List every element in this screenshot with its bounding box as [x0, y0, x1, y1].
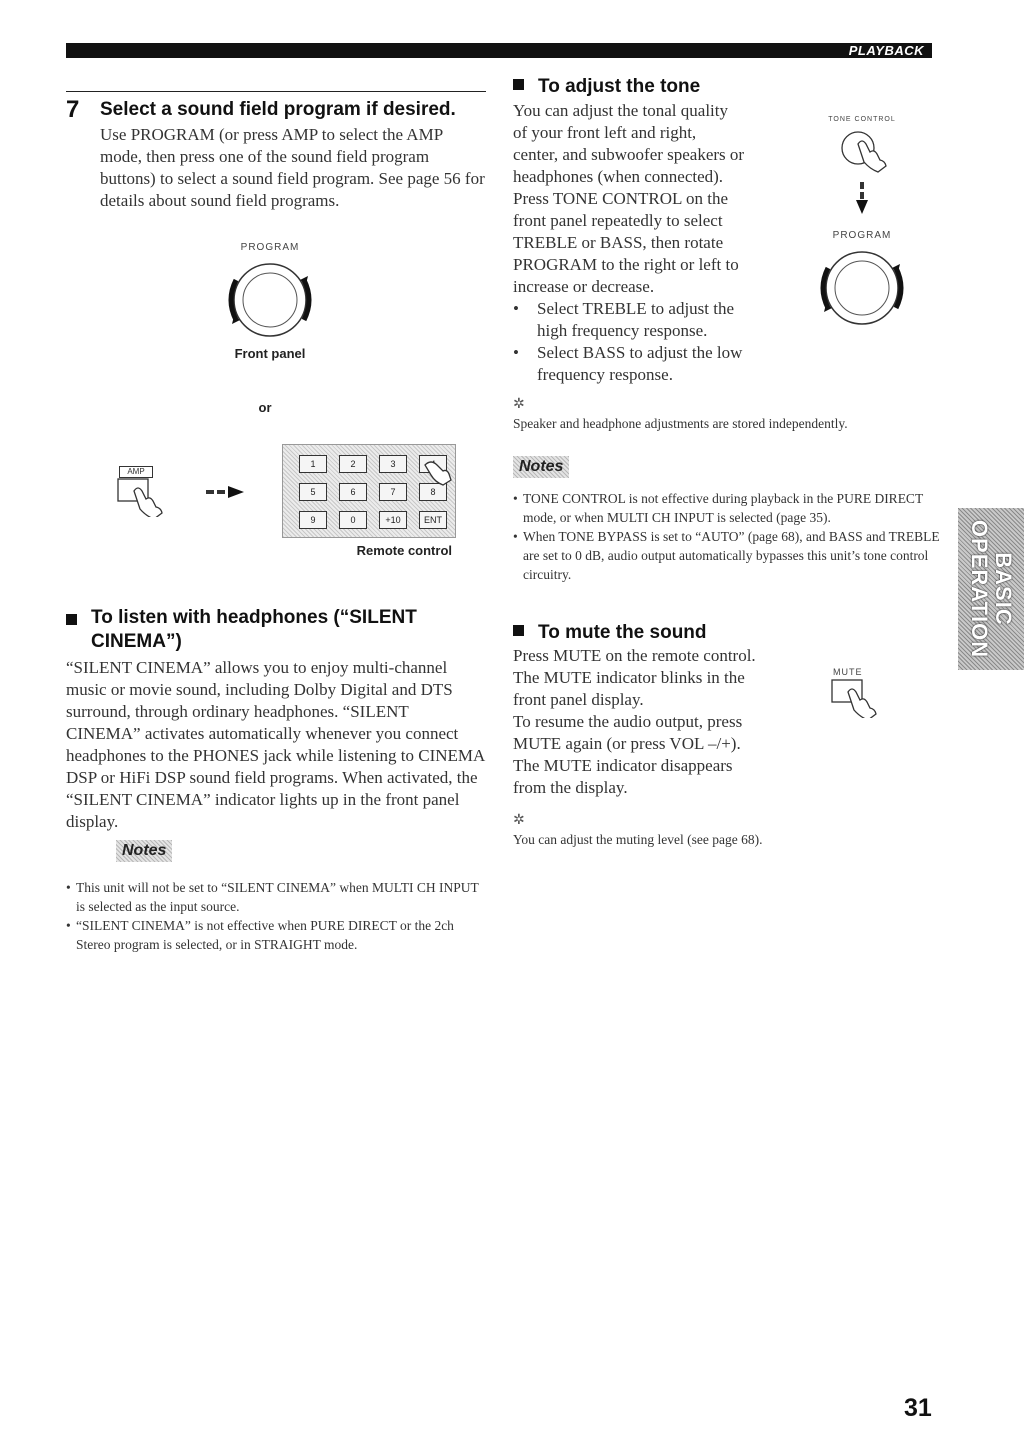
side-tab-line1: BASIC [991, 552, 1016, 626]
bullet-icon: • [66, 918, 71, 933]
hand-icon [423, 457, 453, 487]
headphones-heading [66, 606, 486, 654]
step7-heading: Select a sound field program if desired. [100, 99, 456, 120]
remote-row-3 [299, 511, 447, 529]
note-text: This unit will not be set to “SILENT CINEMA” when MULTI CH INPUT is selected as the input source. [76, 880, 479, 914]
remote-button: 6 [339, 483, 367, 501]
headphones-body [66, 657, 486, 833]
remote-button: 0 [339, 511, 367, 529]
tone-line: front panel repeatedly to select [513, 211, 723, 230]
remote-control-caption: Remote control [356, 543, 452, 558]
tone-line: PROGRAM to the right or left to [513, 255, 739, 274]
mute-line: To resume the audio output, press [513, 712, 743, 731]
tone-line: center, and subwoofer speakers or [513, 145, 745, 164]
tip-icon: ✲ [513, 813, 525, 828]
tone-tip: Speaker and headphone adjustments are stored independently. [513, 416, 848, 431]
tone-line: headphones (when connected). [513, 167, 724, 186]
mute-tip: You can adjust the muting level (see page 68). [513, 832, 763, 847]
mute-heading-text: To mute the sound [538, 622, 707, 643]
tone-bullet-text: Select TREBLE to adjust the high frequency response. [537, 299, 735, 340]
remote-button: 2 [339, 455, 367, 473]
mute-line: MUTE again (or press VOL –/+). [513, 734, 741, 753]
notes-badge: Notes [513, 456, 569, 478]
or-text: or [258, 400, 272, 415]
section-label: PLAYBACK [839, 43, 932, 58]
section-bullet-icon [66, 614, 77, 625]
bullet-icon: • [513, 343, 519, 362]
remote-button: 7 [379, 483, 407, 501]
note-item [513, 527, 943, 584]
notes-badge: Notes [116, 840, 172, 862]
step7-paragraph: Use PROGRAM (or press AMP to select the AMP mode, then press one of the sound field program buttons) to select a sound field program. See page 56 for details about sound field programs. [100, 125, 485, 210]
tone-line: of your front left and right, [513, 123, 697, 142]
remote-button: +10 [379, 511, 407, 529]
note-text: TONE CONTROL is not effective during playback in the PURE DIRECT mode, or when MULTI CH INPUT is selected (page 35). [523, 491, 923, 525]
program-knob-illustration [814, 246, 910, 330]
remote-button: 8 [419, 483, 447, 501]
tone-line: Press TONE CONTROL on the [513, 189, 729, 208]
bullet-icon: • [513, 529, 518, 544]
arrow-right-icon [206, 484, 246, 500]
remote-keypad-illustration [282, 444, 456, 538]
step7-body [100, 124, 485, 212]
tone-bullet [513, 342, 763, 386]
tone-line: increase or decrease. [513, 277, 655, 296]
amp-button-illustration [116, 463, 174, 517]
hand-icon [116, 477, 174, 517]
arrow-down-icon [854, 182, 870, 216]
tone-bullet-text: Select BASS to adjust the low frequency response. [537, 343, 743, 384]
tone-control-label: TONE CONTROL [828, 116, 896, 123]
mute-line: front panel display. [513, 690, 644, 709]
amp-label: AMP [119, 466, 153, 478]
front-panel-caption: Front panel [234, 346, 306, 361]
page-number: 31 [904, 1394, 932, 1422]
tone-line: TREBLE or BASS, then rotate [513, 233, 724, 252]
section-bullet-icon [513, 625, 524, 636]
mute-body [513, 645, 803, 799]
note-item [513, 489, 943, 527]
bullet-icon: • [66, 880, 71, 895]
mute-line: The MUTE indicator disappears [513, 756, 733, 775]
tone-body [513, 100, 783, 386]
header-bar [66, 43, 932, 58]
side-tab-text [958, 508, 1024, 670]
remote-button: 3 [379, 455, 407, 473]
side-tab-basic-operation [958, 508, 1024, 670]
remote-button: 9 [299, 511, 327, 529]
program-label: PROGRAM [832, 230, 892, 241]
remote-button: 1 [299, 455, 327, 473]
program-knob-illustration [222, 258, 318, 342]
headphones-paragraph: “SILENT CINEMA” allows you to enjoy multi-channel music or movie sound, including Dolby Digital and DTS surround, through ordinary headphones. “SILENT CINEMA” activates automatically whenever you connect headphones to the PHONES jack while listening to CINEMA DSP or HiFi DSP sound field programs. When activated, the “SILENT CINEMA” indicator lights up in the front panel display. [66, 658, 485, 831]
mute-line: The MUTE indicator blinks in the [513, 668, 745, 687]
program-label: PROGRAM [240, 242, 300, 253]
step-number: 7 [66, 96, 80, 123]
mute-line: from the display. [513, 778, 628, 797]
side-tab-line2: OPERATION [967, 519, 992, 659]
mute-heading [513, 622, 707, 644]
remote-button: ENT [419, 511, 447, 529]
note-item [66, 916, 486, 954]
tone-bullet [513, 298, 763, 342]
mute-line: Press MUTE on the remote control. [513, 646, 756, 665]
remote-button: 5 [299, 483, 327, 501]
tone-heading [513, 76, 700, 98]
bullet-icon: • [513, 299, 519, 318]
mute-label: MUTE [833, 667, 863, 677]
tone-line: You can adjust the tonal quality [513, 101, 728, 120]
tone-heading-text: To adjust the tone [538, 76, 701, 97]
headphones-heading-text: To listen with headphones (“SILENT CINEMA”) [91, 607, 417, 652]
section-bullet-icon [513, 79, 524, 90]
headphones-notes [66, 878, 486, 954]
bullet-icon: • [513, 491, 518, 506]
tone-notes [513, 489, 943, 584]
step7-rule [66, 91, 486, 92]
note-text: When TONE BYPASS is set to “AUTO” (page 68), and BASS and TREBLE are set to 0 dB, audio output automatically bypasses this unit’s tone control circuitry. [523, 529, 940, 582]
tone-control-button-illustration [836, 126, 892, 174]
mute-button-illustration [830, 678, 888, 718]
note-item [66, 878, 486, 916]
tip-icon: ✲ [513, 397, 525, 412]
note-text: “SILENT CINEMA” is not effective when PURE DIRECT or the 2ch Stereo program is selected, or in STRAIGHT mode. [76, 918, 454, 952]
